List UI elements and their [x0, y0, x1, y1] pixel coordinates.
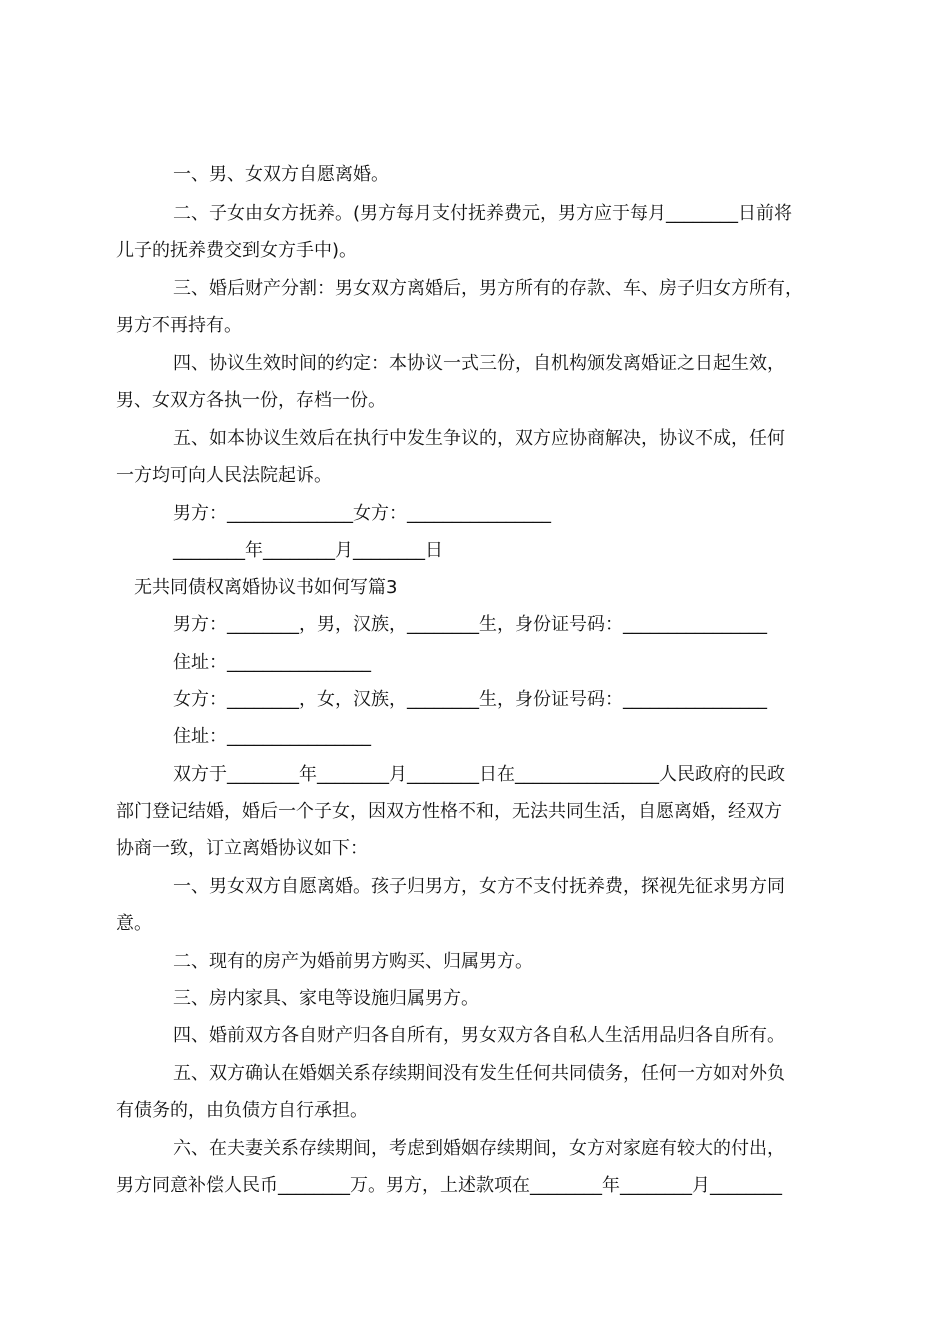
preamble-line-2: 部门登记结婚，婚后一个子女，因双方性格不和，无法共同生活，自愿离婚，经双方 [116, 801, 782, 822]
clause-1-line: 一、男、女双方自愿离婚。 [173, 164, 389, 185]
male-address-line: 住址：________________ [173, 652, 371, 673]
section-heading: 无共同债权离婚协议书如何写篇3 [134, 577, 398, 598]
clause-2-line-1: 二、子女由女方抚养。(男方每月支付抚养费元，男方应于每月________日前将 [173, 203, 793, 224]
article-6-line-2: 男方同意补偿人民币________万。男方，上述款项在________年________月________ [116, 1175, 782, 1196]
male-party-line: 男方：________，男，汉族，________生，身份证号码：________________ [173, 614, 767, 635]
article-1-line-2: 意。 [116, 913, 152, 934]
article-1-line-1: 一、男女双方自愿离婚。孩子归男方，女方不支付抚养费，探视先征求男方同 [173, 876, 785, 897]
clause-5-line-2: 一方均可向人民法院起诉。 [116, 465, 332, 486]
signature-line: 男方：______________女方：________________ [173, 503, 551, 524]
clause-4-line-1: 四、协议生效时间的约定：本协议一式三份，自机构颁发离婚证之日起生效， [173, 353, 785, 374]
date-line: ________年________月________日 [173, 540, 443, 561]
article-5-line-1: 五、双方确认在婚姻关系存续期间没有发生任何共同债务，任何一方如对外负 [173, 1063, 785, 1084]
female-party-line: 女方：________，女，汉族，________生，身份证号码：________________ [173, 689, 767, 710]
preamble-line-3: 协商一致，订立离婚协议如下： [116, 838, 368, 859]
clause-5-line-1: 五、如本协议生效后在执行中发生争议的，双方应协商解决，协议不成，任何 [173, 428, 785, 449]
clause-3-line-1: 三、婚后财产分割：男女双方离婚后，男方所有的存款、车、房子归女方所有， [173, 278, 803, 299]
female-address-line: 住址：________________ [173, 726, 371, 747]
article-5-line-2: 有债务的，由负债方自行承担。 [116, 1100, 368, 1121]
clause-4-line-2: 男、女双方各执一份，存档一份。 [116, 390, 386, 411]
article-2-line: 二、现有的房产为婚前男方购买、归属男方。 [173, 951, 533, 972]
article-6-line-1: 六、在夫妻关系存续期间，考虑到婚姻存续期间，女方对家庭有较大的付出， [173, 1138, 785, 1159]
article-3-line: 三、房内家具、家电等设施归属男方。 [173, 988, 479, 1009]
preamble-line-1: 双方于________年________月________日在________________人民政府的民政 [173, 764, 785, 785]
clause-2-line-2: 儿子的抚养费交到女方手中)。 [116, 240, 358, 261]
clause-3-line-2: 男方不再持有。 [116, 315, 242, 336]
article-4-line: 四、婚前双方各自财产归各自所有，男女双方各自私人生活用品归各自所有。 [173, 1025, 785, 1046]
